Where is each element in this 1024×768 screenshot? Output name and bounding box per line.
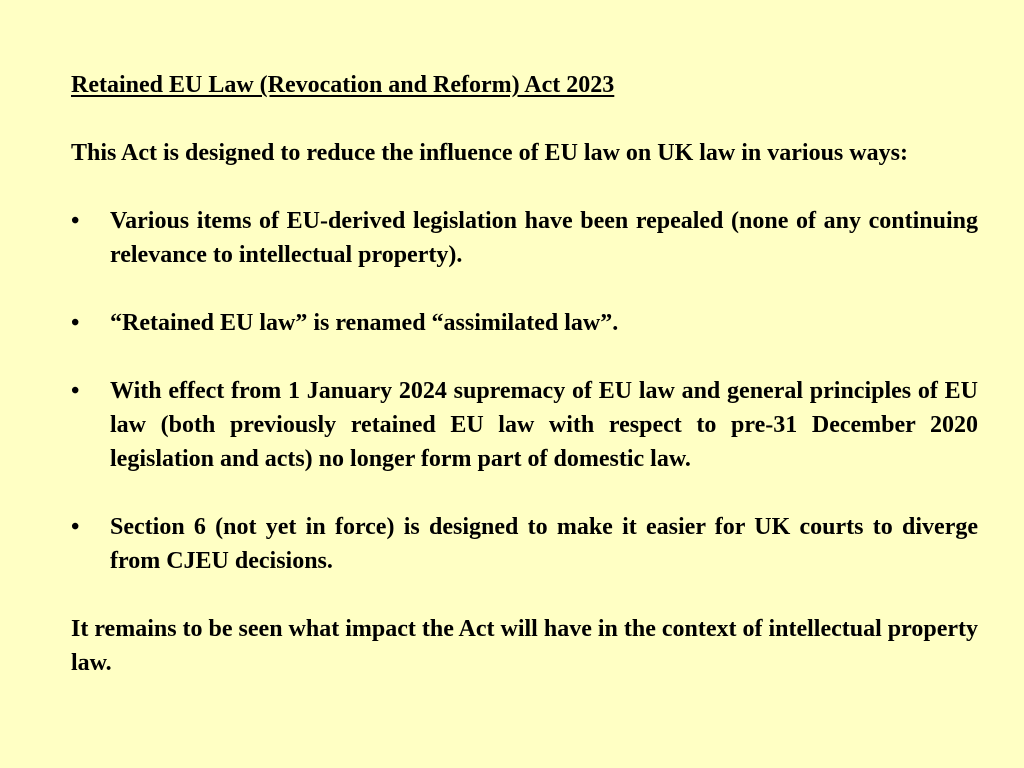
- bullet-icon: •: [71, 378, 80, 404]
- bullet-text: Various items of EU-derived legislation have been repealed (none of any continuing relevance to intellectual property).: [110, 208, 978, 268]
- bullet-icon: •: [71, 208, 80, 234]
- list-item: [71, 204, 978, 272]
- list-item: [71, 510, 978, 578]
- bullet-icon: •: [71, 310, 80, 336]
- bullet-list: [71, 204, 978, 578]
- list-item: [71, 374, 978, 476]
- list-item: [71, 306, 978, 340]
- conclusion-paragraph: It remains to be seen what impact the Act will have in the context of intellectual property law.: [71, 616, 978, 676]
- bullet-icon: •: [71, 514, 80, 540]
- bullet-text: Section 6 (not yet in force) is designed to make it easier for UK courts to diverge from CJEU decisions.: [110, 514, 978, 574]
- intro-paragraph: This Act is designed to reduce the influence of EU law on UK law in various ways:: [71, 140, 908, 166]
- bullet-text: “Retained EU law” is renamed “assimilated law”.: [110, 310, 619, 336]
- page-title: Retained EU Law (Revocation and Reform) Act 2023: [71, 72, 615, 98]
- bullet-text: With effect from 1 January 2024 supremacy of EU law and general principles of EU law (both previously retained EU law with respect to pre-31 December 2020 legislation and acts) no longer form part of domestic law.: [110, 378, 978, 472]
